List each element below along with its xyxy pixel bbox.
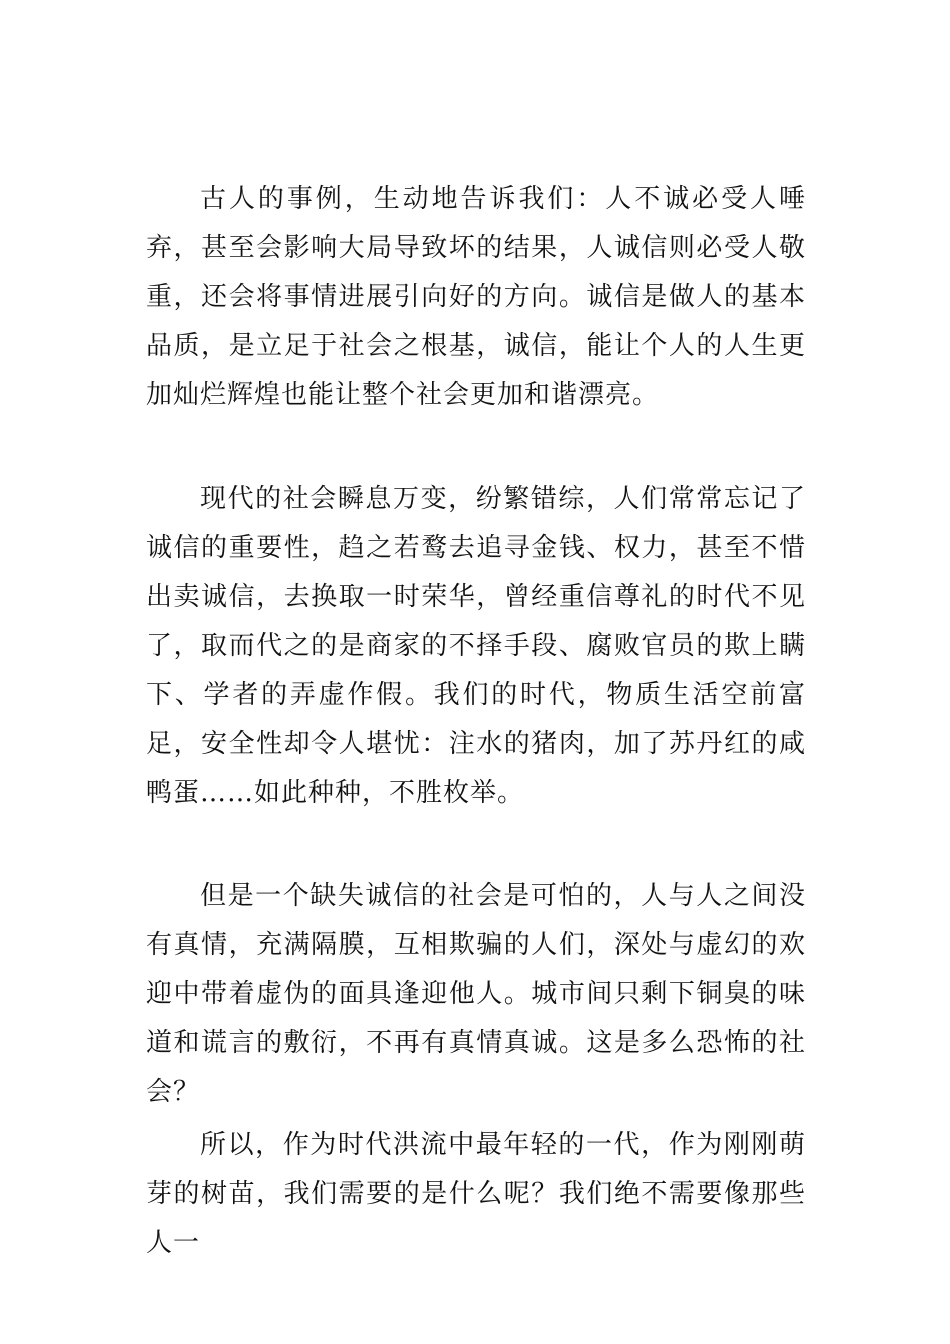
paragraph-3: 但是一个缺失诚信的社会是可怕的，人与人之间没有真情，充满隔膜，互相欺骗的人们，深处与虚幻的欢迎中带着虚伪的面具逢迎他人。城市间只剩下铜臭的味道和谎言的敷衍，不再有真情真诚。这是多么恐怖的社会？ — [146, 881, 806, 1107]
paragraph-2: 现代的社会瞬息万变，纷繁错综，人们常常忘记了诚信的重要性，趋之若鹜去追寻金钱、权力，甚至不惜出卖诚信，去换取一时荣华，曾经重信尊礼的时代不见了，取而代之的是商家的不择手段、腐败官员的欺上瞒下、学者的弄虚作假。我们的时代，物质生活空前富足，安全性却令人堪忧：注水的猪肉，加了苏丹红的咸鸭蛋……如此种种，不胜枚举。 — [146, 484, 806, 808]
paragraph-1: 古人的事例，生动地告诉我们：人不诚必受人唾弃，甚至会影响大局导致坏的结果，人诚信则必受人敬重，还会将事情进展引向好的方向。诚信是做人的基本品质，是立足于社会之根基，诚信，能让个人的人生更加灿烂辉煌也能让整个社会更加和谐漂亮。 — [146, 184, 806, 410]
paragraph-4: 所以，作为时代洪流中最年轻的一代，作为刚刚萌芽的树苗，我们需要的是什么呢？我们绝不需要像那些人一 — [146, 1130, 806, 1258]
